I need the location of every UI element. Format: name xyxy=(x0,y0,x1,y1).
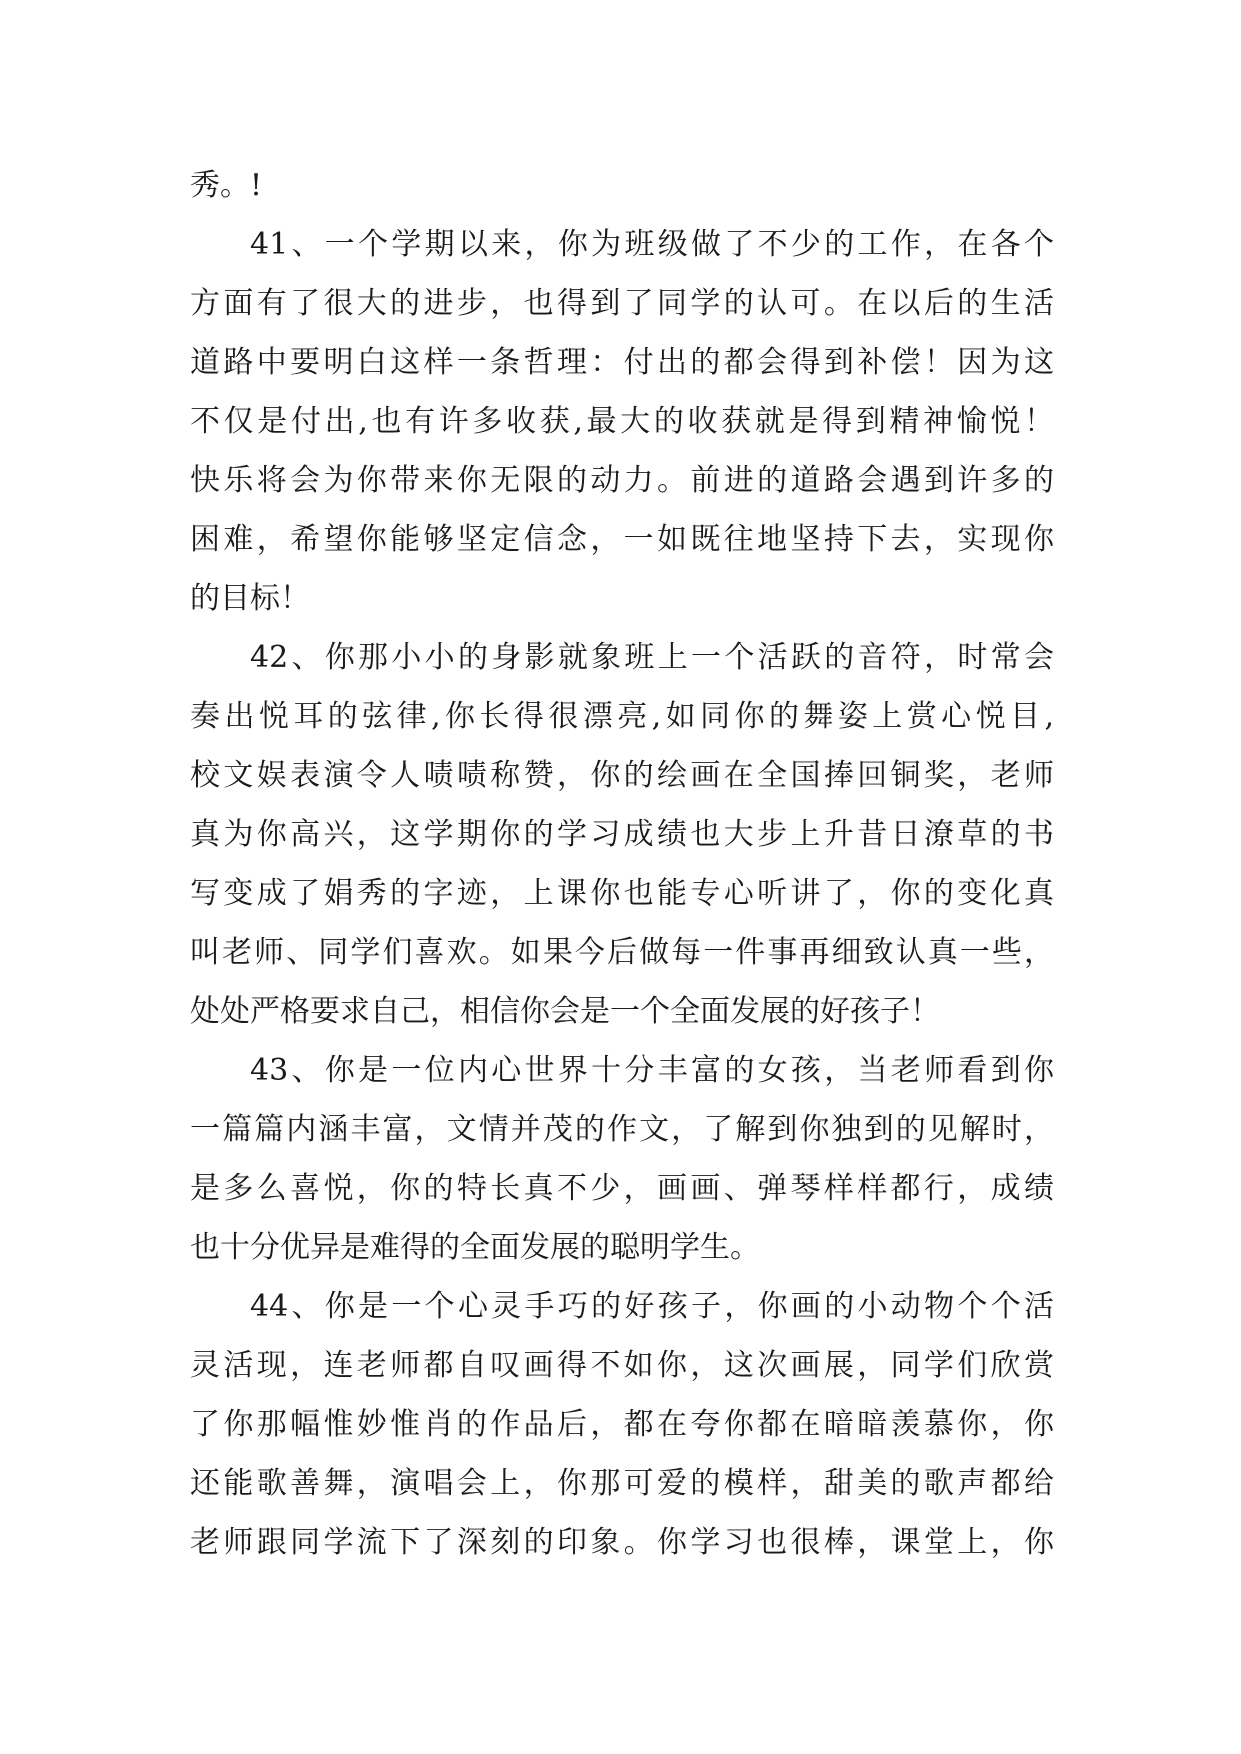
paragraph-line: 方面有了很大的进步，也得到了同学的认可。在以后的生活 xyxy=(190,286,1054,321)
paragraph-line: 还能歌善舞，演唱会上，你那可爱的模样，甜美的歌声都给 xyxy=(190,1466,1054,1501)
paragraph-line: 叫老师、同学们喜欢。如果今后做每一件事再细致认真一些， xyxy=(190,935,1054,970)
paragraph-line: 秀。! xyxy=(190,168,263,203)
paragraph-line: 42、你那小小的身影就象班上一个活跃的音符，时常会 xyxy=(250,640,1054,675)
paragraph-line: 了你那幅惟妙惟肖的作品后，都在夸你都在暗暗羡慕你，你 xyxy=(190,1407,1054,1442)
paragraph-line: 奏出悦耳的弦律,你长得很漂亮,如同你的舞姿上赏心悦目, xyxy=(190,699,1054,734)
paragraph-line: 真为你高兴，这学期你的学习成绩也大步上升昔日潦草的书 xyxy=(190,817,1054,852)
paragraph-line: 41、一个学期以来，你为班级做了不少的工作，在各个 xyxy=(250,227,1054,262)
paragraph-line: 快乐将会为你带来你无限的动力。前进的道路会遇到许多的 xyxy=(190,463,1054,498)
paragraph-line: 处处严格要求自己，相信你会是一个全面发展的好孩子！ xyxy=(190,994,940,1029)
paragraph-line: 的目标！ xyxy=(190,581,310,616)
paragraph-line: 写变成了娟秀的字迹，上课你也能专心听讲了，你的变化真 xyxy=(190,876,1054,911)
paragraph-line: 校文娱表演令人啧啧称赞，你的绘画在全国捧回铜奖，老师 xyxy=(190,758,1054,793)
paragraph-line: 也十分优异是难得的全面发展的聪明学生。 xyxy=(190,1230,760,1265)
paragraph-line: 是多么喜悦，你的特长真不少，画画、弹琴样样都行，成绩 xyxy=(190,1171,1054,1206)
paragraph-line: 困难，希望你能够坚定信念，一如既往地坚持下去，实现你 xyxy=(190,522,1054,557)
paragraph-line: 道路中要明白这样一条哲理：付出的都会得到补偿！因为这 xyxy=(190,345,1054,380)
paragraph-line: 43、你是一位内心世界十分丰富的女孩，当老师看到你 xyxy=(250,1053,1054,1088)
paragraph-line: 老师跟同学流下了深刻的印象。你学习也很棒，课堂上，你 xyxy=(190,1525,1054,1560)
paragraph-line: 不仅是付出,也有许多收获,最大的收获就是得到精神愉悦！ xyxy=(190,404,1054,439)
paragraph-line: 灵活现，连老师都自叹画得不如你，这次画展，同学们欣赏 xyxy=(190,1348,1054,1383)
paragraph-line: 一篇篇内涵丰富，文情并茂的作文，了解到你独到的见解时， xyxy=(190,1112,1054,1147)
paragraph-line: 44、你是一个心灵手巧的好孩子，你画的小动物个个活 xyxy=(250,1289,1054,1324)
document-body xyxy=(190,156,1054,1572)
